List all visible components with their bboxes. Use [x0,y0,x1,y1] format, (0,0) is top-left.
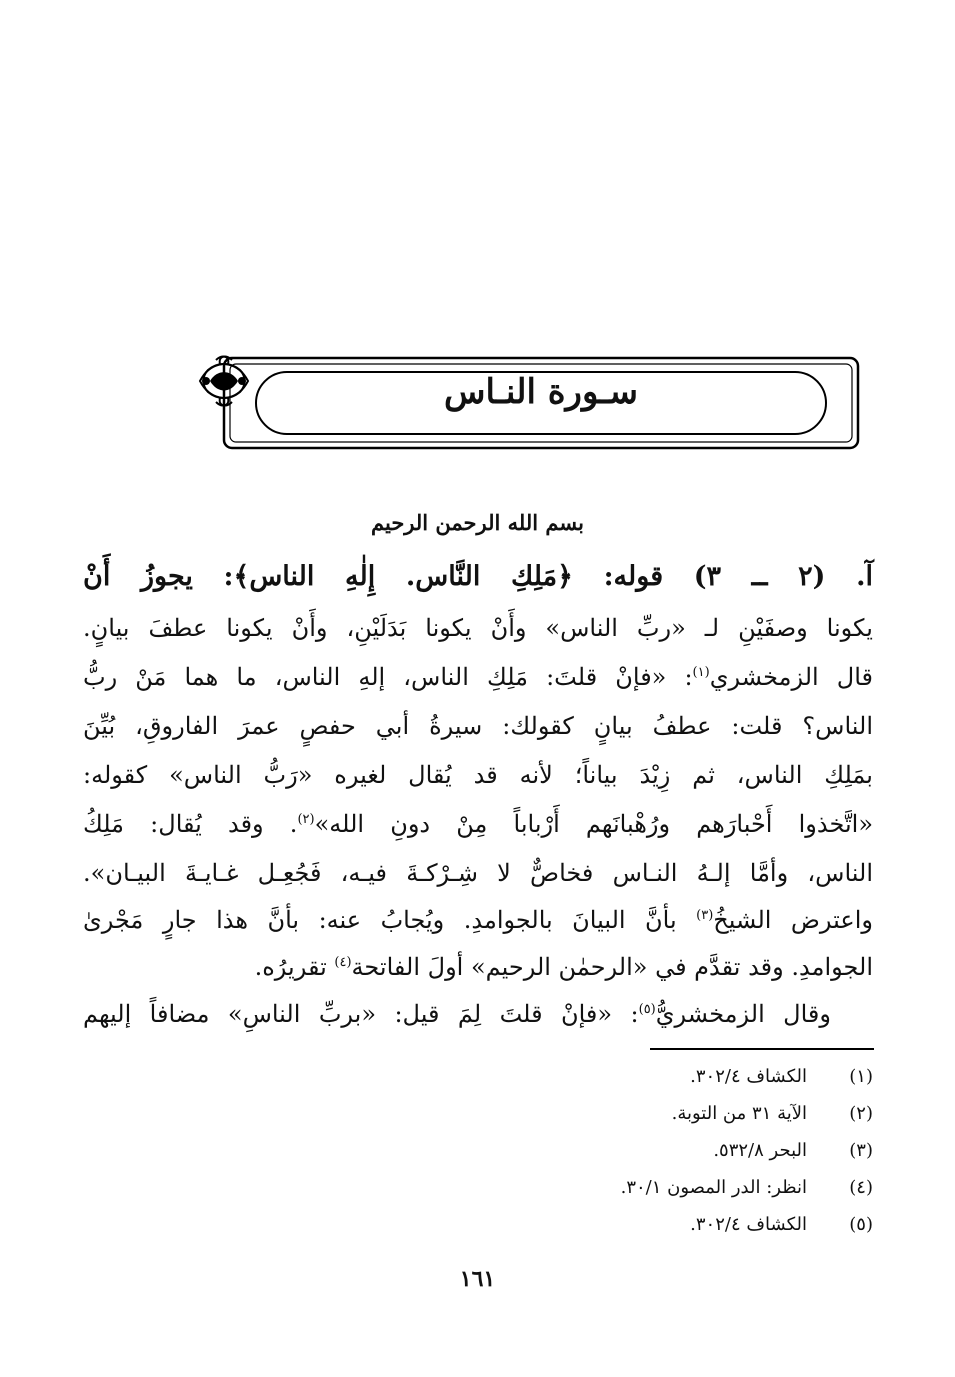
footnote-separator [650,1048,874,1050]
footnote-text: الكشاف ٣٠٢/٤. [690,1066,807,1087]
footnote-number: (٤) [849,1177,873,1198]
footnote-ref: (١) [692,665,710,680]
body-line: الناس؟ قلت: عطفُ بيانٍ كقولك: سيرةُ أبي حفصٍ عمرَ الفاروقِ، بُيِّنَ [83,712,873,740]
footnote-ref: (٥) [638,1002,656,1017]
footnote-text: البحر ٥٣٢/٨. [713,1140,807,1161]
line-text: : «فإنْ قلتَ لِمَ قيل: «بربِّ الناسِ» مضافاً إليهم [83,1000,639,1028]
line-text: قال الزمخشري [709,663,874,691]
line-text: واعترض الشيخُ [713,906,873,934]
footnote-number: (١) [849,1066,873,1087]
footnote-number: (٣) [849,1140,873,1161]
footnote [713,1138,873,1164]
footnote-ref: (٣) [696,908,714,923]
basmala: بسم الله الرحمن الرحيم [371,510,584,535]
footnote-text: الكشاف ٣٠٢/٤. [690,1214,807,1235]
body-line [83,807,873,841]
body-line [83,903,873,937]
footnote [672,1101,873,1127]
footnote-ref: (٤) [334,955,352,970]
footnote-text: انظر: الدر المصون ٣٠/١. [620,1177,807,1198]
footnote [690,1212,873,1238]
sura-title: سـورة النـاس [444,372,638,412]
line-text: الجوامدِ. وقد تقدَّم في «الرحمٰن الرحيم» أولَ الفاتحة [351,953,873,981]
line-text: بأنَّ البيانَ بالجوامدِ. ويُجابُ عنه: بأنَّ هذا جارٍ مَجْرىٰ [83,906,697,934]
body-line [83,660,873,694]
footnote [690,1064,873,1090]
page-number: ١٦١ [459,1266,496,1292]
body-line [83,997,873,1031]
line-text: : «فإنْ قلتَ: مَلِكِ الناس، إلهِ الناس، ما هما مَنْ ربُّ [83,663,693,691]
sura-title-frame [196,352,886,454]
line-text: . وقد يُقال: مَلِكُ [83,810,298,838]
body-line: الناس، وأمَّا إلـهُ النـاس فخاصٌّ لا شِـرْكـةَ فيـه، فَجُعِـل غـايـةَ البيـان». [83,859,873,887]
body-line: بمَلِكِ الناس، ثم زِيْدَ بياناً؛ لأنه قد يُقال لغيره «رَبُّ الناس» كقوله: [83,761,873,789]
line-text: وقال الزمخشريُّ [655,1000,831,1028]
footnote-ref: (٢) [297,812,315,827]
line-text: تقريرُه. [254,953,335,981]
body-line [83,950,873,984]
line-text: «اتَّخذوا أَحْبارَهم ورُهْبانَهم أَرْباباً مِنْ دونِ الله» [314,810,874,838]
body-line: يكونا وصفَيْنِ لـ «ربِّ الناس» وأَنْ يكونا بَدَلَيْنِ، وأَنْ يكونا عطفَ بيانٍ. [83,614,873,642]
body-line: آ. (٢ ــ ٣) قوله: ﴿مَلِكِ النَّاس. إِلٰهِ الناس﴾: يجوزُ أَنْ [83,561,873,592]
footnote-text: الآية ٣١ من التوبة. [671,1103,807,1124]
footnote-number: (٥) [849,1214,873,1235]
footnote [621,1175,873,1201]
footnote-number: (٢) [849,1103,873,1124]
